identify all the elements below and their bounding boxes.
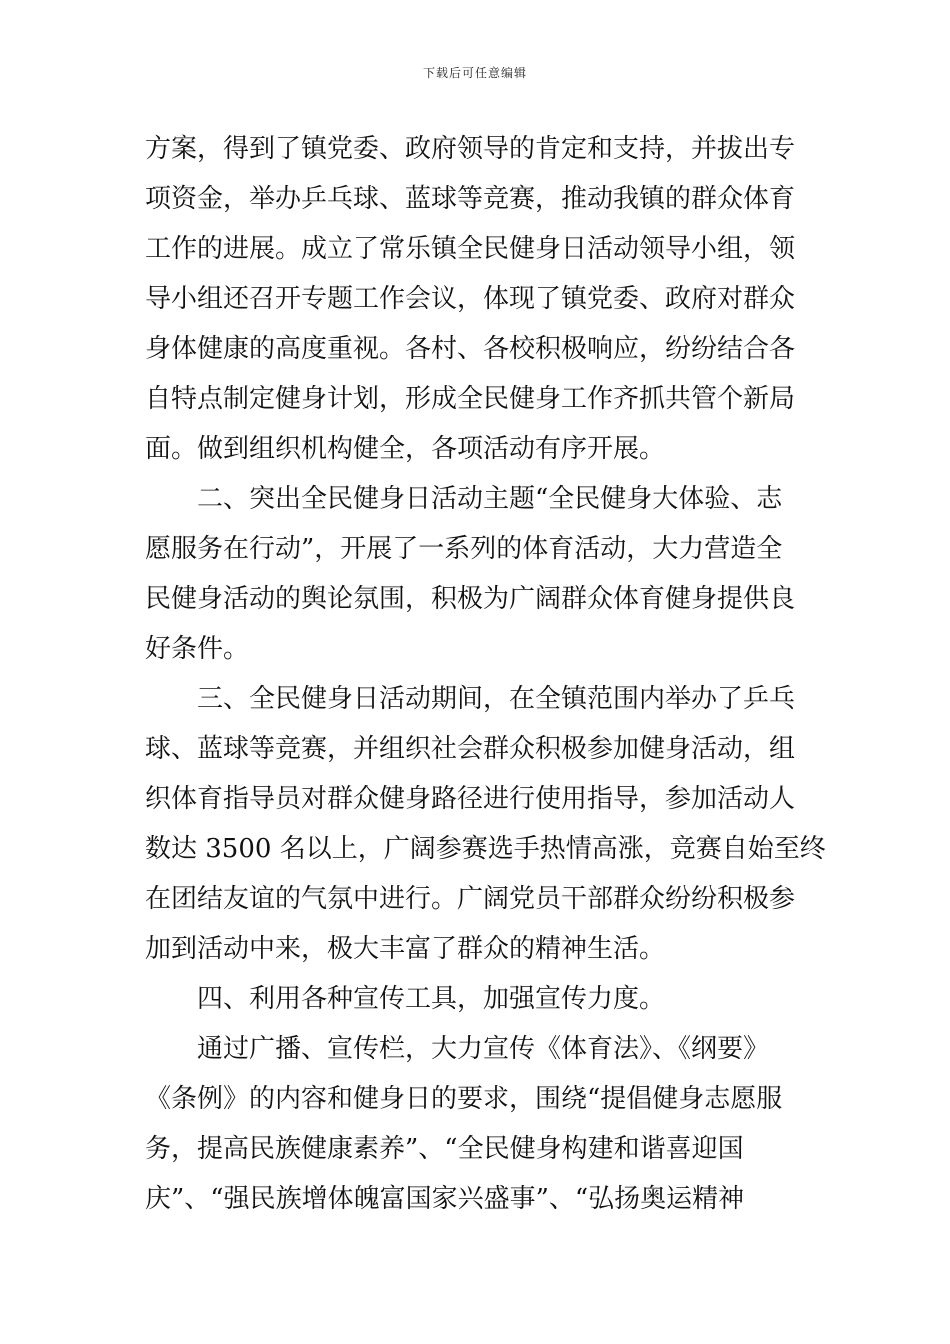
text-line: 身体健康的高度重视。各村、各校积极响应，纷纷结合各 [145, 334, 796, 364]
text-line: 好条件。 [145, 634, 250, 664]
text-line: 工作的进展。成立了常乐镇全民健身日活动领导小组，领 [145, 234, 796, 264]
text-line: 球、蓝球等竞赛，并组织社会群众积极参加健身活动，组 [145, 734, 796, 764]
text-line: 项资金，举办乒乓球、蓝球等竞赛，推动我镇的群众体育 [145, 184, 796, 214]
text-line: 加到活动中来，极大丰富了群众的精神生活。 [145, 934, 666, 964]
text-line: 方案，得到了镇党委、政府领导的肯定和支持，并拔出专 [145, 134, 796, 164]
text-line: 导小组还召开专题工作会议，体现了镇党委、政府对群众 [145, 284, 796, 314]
text-line: 愿服务在行动”，开展了一系列的体育活动，大力营造全 [145, 534, 783, 564]
text-line: 庆”、“强民族增体魄富国家兴盛事”、“弘扬奥运精神 [145, 1184, 745, 1214]
text-line: 织体育指导员对群众健身路径进行使用指导，参加活动人 [145, 784, 796, 814]
text-line: 面。做到组织机构健全，各项活动有序开展。 [145, 434, 666, 464]
document-body [145, 124, 826, 1224]
text-line: 三、全民健身日活动期间，在全镇范围内举办了乒乓 [197, 684, 796, 714]
text-line: 民健身活动的舆论氛围，积极为广阔群众体育健身提供良 [145, 584, 796, 614]
text-line: 在团结友谊的气氛中进行。广阔党员干部群众纷纷积极参 [145, 884, 796, 914]
page-header: 下载后可任意编辑 [422, 66, 527, 80]
text-line: 务，提高民族健康素养”、“全民健身构建和谐喜迎国 [145, 1134, 744, 1164]
text-line: 自特点制定健身计划，形成全民健身工作齐抓共管个新局 [145, 384, 796, 414]
text-line: 通过广播、宣传栏，大力宣传《体育法》、《纲要》 [197, 1034, 770, 1064]
text-line: 四、利用各种宣传工具，加强宣传力度。 [197, 984, 666, 1014]
text-line: 二、突出全民健身日活动主题“全民健身大体验、志 [197, 484, 783, 514]
text-line: 《条例》的内容和健身日的要求，围绕“提倡健身志愿服 [145, 1084, 783, 1114]
text-line: 数达 3500 名以上，广阔参赛选手热情高涨，竞赛自始至终 [145, 834, 826, 864]
